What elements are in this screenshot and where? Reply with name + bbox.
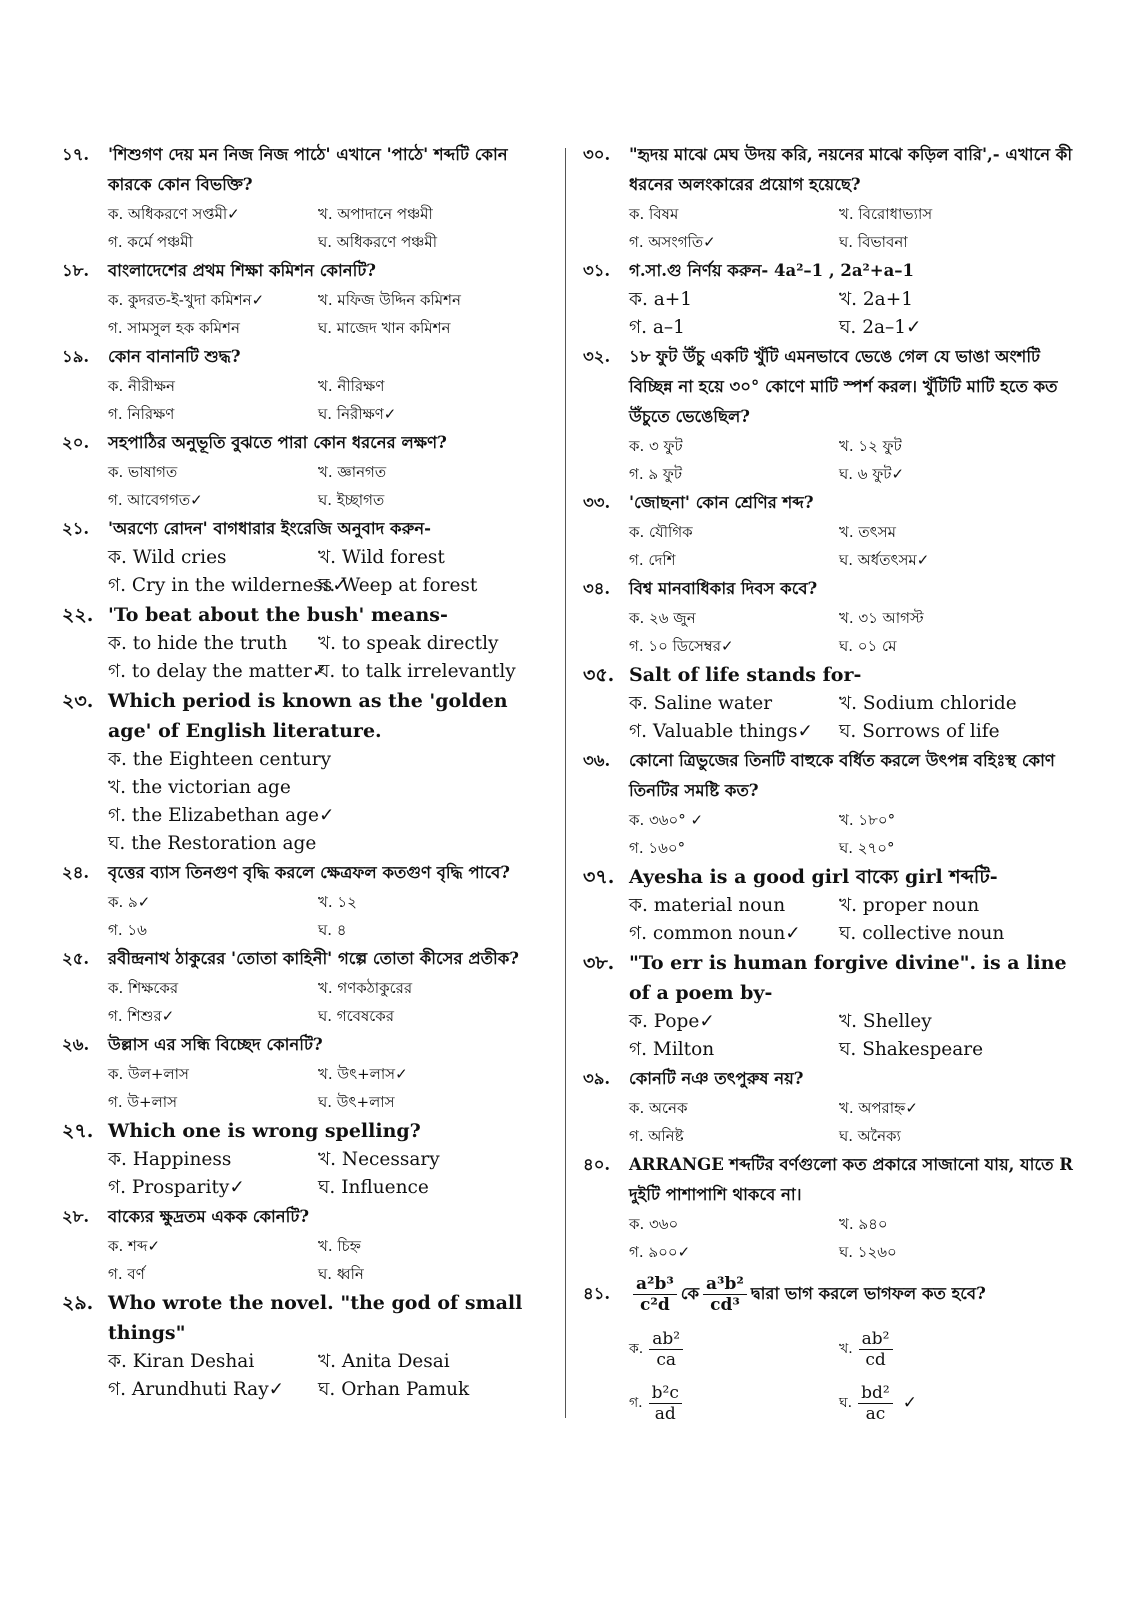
question-number: ২৯. bbox=[62, 1292, 94, 1314]
option: ঘ. ০১ মে bbox=[839, 637, 897, 655]
option: ক. the Eighteen century bbox=[108, 749, 332, 770]
question-number: ২৩. bbox=[62, 690, 94, 712]
option: ক. শব্দ✓ bbox=[108, 1237, 161, 1255]
fraction-denominator: cd³ bbox=[710, 1294, 740, 1315]
question-block bbox=[62, 1116, 552, 1202]
option: গ. a–1 bbox=[629, 317, 685, 338]
options bbox=[629, 1008, 1073, 1064]
question bbox=[583, 1150, 1073, 1210]
options bbox=[629, 604, 1073, 660]
fraction-numerator: ab² bbox=[859, 1329, 893, 1350]
option: ক. অধিকরণে সপ্তমী✓ bbox=[108, 205, 240, 223]
question-block bbox=[583, 342, 1073, 488]
fraction-denominator: ca bbox=[656, 1349, 676, 1370]
option: খ. ৩১ আগস্ট bbox=[839, 609, 924, 627]
option: ক. নীরীক্ষন bbox=[108, 377, 175, 395]
option: গ. শিশুর✓ bbox=[108, 1007, 175, 1025]
question-block bbox=[583, 1064, 1073, 1150]
question-block bbox=[62, 140, 552, 256]
option: খ. মফিজ উদ্দিন কমিশন bbox=[318, 291, 461, 309]
option: ঘ. the Restoration age bbox=[108, 833, 317, 854]
question-block bbox=[62, 1288, 552, 1404]
question bbox=[62, 1116, 552, 1146]
question-block bbox=[62, 858, 552, 944]
question bbox=[583, 862, 1073, 892]
option: ক. ৯✓ bbox=[108, 893, 151, 911]
options bbox=[108, 286, 552, 342]
question-text: Who wrote the novel. "the god of small things" bbox=[108, 1292, 523, 1344]
option: খ. Sodium chloride bbox=[839, 693, 1017, 714]
question-number: ২৫. bbox=[62, 949, 90, 968]
option: খ. Wild forest bbox=[318, 547, 445, 568]
option: ঘ. Influence bbox=[318, 1177, 429, 1198]
question bbox=[62, 1030, 552, 1060]
options bbox=[108, 1232, 552, 1288]
question-text: বাক্যের ক্ষুদ্রতম একক কোনটি? bbox=[108, 1207, 309, 1226]
fraction-numerator: ab² bbox=[649, 1329, 683, 1350]
option: ঘ. ৪ bbox=[318, 921, 347, 939]
options bbox=[108, 458, 552, 514]
options bbox=[108, 1348, 552, 1404]
option: খ. নীরিক্ষণ bbox=[318, 377, 385, 395]
option: ক. Saline water bbox=[629, 693, 773, 714]
option: গ. ৯০০✓ bbox=[629, 1243, 691, 1261]
option-label: খ. bbox=[839, 1341, 853, 1357]
question bbox=[583, 948, 1073, 1008]
option: গ. আবেগগত✓ bbox=[108, 491, 203, 509]
option: ঘ. অনৈক্য bbox=[839, 1127, 901, 1145]
option: ক. বিষম bbox=[629, 205, 679, 223]
options bbox=[629, 518, 1073, 574]
option: খ. বিরোধাভ্যাস bbox=[839, 205, 933, 223]
option: খ. Anita Desai bbox=[318, 1351, 450, 1372]
option: খ. 2a+1 bbox=[839, 289, 913, 310]
question-text: "হৃদয় মাঝে মেঘ উদয় করি, নয়নের মাঝে কড়িল বারি',- এখানে কী ধরনের অলংকারের প্রয়োগ হয়েছে? bbox=[629, 145, 1073, 194]
option: গ. নিরিক্ষণ bbox=[108, 405, 175, 423]
question-block bbox=[583, 660, 1073, 746]
option: খ. ৯৪০ bbox=[839, 1215, 888, 1233]
option: গ. ১৬০° bbox=[629, 839, 686, 857]
options bbox=[108, 544, 552, 600]
option: ঘ. মাজেদ খান কমিশন bbox=[318, 319, 451, 337]
question bbox=[583, 256, 1073, 286]
fraction-numerator: bd² bbox=[858, 1383, 893, 1404]
question-block bbox=[62, 1202, 552, 1288]
fraction-dividend bbox=[633, 1274, 677, 1315]
option: গ. কর্মে পঞ্চমী bbox=[108, 233, 193, 251]
option: ক. material noun bbox=[629, 895, 786, 916]
option: ক. শিক্ষকের bbox=[108, 979, 179, 997]
question-number: ৩৫. bbox=[583, 664, 615, 686]
question-number: ১৭. bbox=[62, 145, 90, 164]
option bbox=[839, 1322, 1073, 1376]
option: ক. Happiness bbox=[108, 1149, 232, 1170]
question-text: 'To beat about the bush' means- bbox=[108, 604, 448, 626]
question-number: ২৬. bbox=[62, 1035, 90, 1054]
question-number: ১৮. bbox=[62, 261, 90, 280]
question-text: Which one is wrong spelling? bbox=[108, 1120, 421, 1142]
question bbox=[583, 1064, 1073, 1094]
question-number: ২২. bbox=[62, 604, 94, 626]
option-label: ক. bbox=[629, 1341, 644, 1357]
option: গ. ৯ ফুট bbox=[629, 465, 683, 483]
question-text: কোনটি নঞ তৎপুরুষ নয়? bbox=[629, 1069, 804, 1088]
right-column bbox=[583, 140, 1073, 1430]
question-number: ৪১. bbox=[583, 1283, 611, 1303]
question-number: ২০. bbox=[62, 433, 90, 452]
options bbox=[108, 1146, 552, 1202]
option: ক. to hide the truth bbox=[108, 633, 288, 654]
options bbox=[108, 974, 552, 1030]
option: ক. ৩ ফুট bbox=[629, 437, 683, 455]
question-block bbox=[583, 488, 1073, 574]
question bbox=[62, 1202, 552, 1232]
option: ক. যৌগিক bbox=[629, 523, 693, 541]
question-text: Ayesha is a good girl বাক্যে girl শব্দটি- bbox=[629, 866, 998, 888]
option: ঘ. Sorrows of life bbox=[839, 721, 1000, 742]
option: গ. Cry in the wilderness✓ bbox=[108, 575, 348, 596]
option: ক. ৩৬০ bbox=[629, 1215, 679, 1233]
option: গ. Milton bbox=[629, 1039, 715, 1060]
question bbox=[62, 140, 552, 200]
question bbox=[62, 944, 552, 974]
question-number: ২৪. bbox=[62, 863, 90, 882]
option: গ. সামসুল হক কমিশন bbox=[108, 319, 240, 337]
option: খ. চিহ্ন bbox=[318, 1237, 361, 1255]
question-number: ২৮. bbox=[62, 1207, 90, 1226]
question-number: ৩৪. bbox=[583, 579, 611, 598]
option: খ. তৎসম bbox=[839, 523, 896, 541]
question-number: ৩৯. bbox=[583, 1069, 611, 1088]
option: ঘ. Orhan Pamuk bbox=[318, 1379, 470, 1400]
fraction-numerator: a²b³ bbox=[633, 1274, 677, 1295]
question-block bbox=[62, 600, 552, 686]
question-block bbox=[62, 1030, 552, 1116]
question bbox=[62, 514, 552, 544]
question-block bbox=[583, 746, 1073, 862]
question-block bbox=[583, 1150, 1073, 1266]
question-number: ৩০. bbox=[583, 145, 611, 164]
question-text: বৃত্তের ব্যাস তিনগুণ বৃদ্ধি করলে ক্ষেত্রফল কতগুণ বৃদ্ধি পাবে? bbox=[108, 863, 510, 882]
question bbox=[583, 342, 1073, 432]
question-number: ২৭. bbox=[62, 1120, 94, 1142]
column-divider bbox=[565, 148, 566, 1418]
question bbox=[583, 488, 1073, 518]
option: ঘ. ধ্বনি bbox=[318, 1265, 364, 1283]
question bbox=[62, 256, 552, 286]
question bbox=[62, 428, 552, 458]
question-text: বিশ্ব মানবাধিকার দিবস কবে? bbox=[629, 579, 818, 598]
option: খ. Necessary bbox=[318, 1149, 440, 1170]
option: গ. উ+লাস bbox=[108, 1093, 178, 1111]
question-text: উল্লাস এর সন্ধি বিচ্ছেদ কোনটি? bbox=[108, 1035, 323, 1054]
option: গ. Valuable things✓ bbox=[629, 721, 814, 742]
question-text: কোন বানানটি শুদ্ধ? bbox=[108, 347, 241, 366]
options bbox=[108, 746, 552, 858]
question-text: রবীন্দ্রনাথ ঠাকুরের 'তোতা কাহিনী' গল্পে তোতা কীসের প্রতীক? bbox=[108, 949, 519, 968]
fraction-divisor bbox=[703, 1274, 747, 1315]
option: গ. Arundhuti Ray✓ bbox=[108, 1379, 285, 1400]
fraction-numerator: b²c bbox=[649, 1383, 682, 1404]
question-text: কোনো ত্রিভুজের তিনটি বাহুকে বর্ধিত করলে উৎপন্ন বহিঃস্থ কোণ তিনটির সমষ্টি কত? bbox=[629, 751, 1055, 800]
option: গ. the Elizabethan age✓ bbox=[108, 805, 335, 826]
option bbox=[629, 1322, 839, 1376]
question-text: গ.সা.গু নির্ণয় করুন- 4a²–1 , 2a²+a–1 bbox=[629, 261, 915, 280]
question-number: ৩৭. bbox=[583, 866, 615, 888]
option: খ. জ্ঞানগত bbox=[318, 463, 387, 481]
question bbox=[62, 858, 552, 888]
question bbox=[583, 660, 1073, 690]
option: খ. গণকঠাকুরের bbox=[318, 979, 413, 997]
question-41 bbox=[583, 1266, 1073, 1322]
option: ঘ. বিভাবনা bbox=[839, 233, 908, 251]
options bbox=[108, 888, 552, 944]
option: ঘ. ১২৬০ bbox=[839, 1243, 897, 1261]
fraction-denominator: ac bbox=[865, 1403, 886, 1424]
options bbox=[108, 200, 552, 256]
option: গ. common noun✓ bbox=[629, 923, 801, 944]
options bbox=[629, 806, 1073, 862]
option: ঘ. অধিকরণে পঞ্চমী bbox=[318, 233, 438, 251]
question-number: ৩২. bbox=[583, 347, 611, 366]
options bbox=[629, 892, 1073, 948]
option: ঘ. 2a–1✓ bbox=[839, 317, 922, 338]
question-text: ১৮ ফুট উঁচু একটি খুঁটি এমনভাবে ভেঙে গেল যে ভাঙা অংশটি বিচ্ছিন্ন না হয়ে ৩০° কোণে মাটি স্পর্শ করল। খুঁটিটি মাটি হতে কত উঁচুতে ভেঙেছিল? bbox=[629, 347, 1058, 426]
question-41-options bbox=[629, 1322, 1073, 1430]
options bbox=[108, 630, 552, 686]
option-label: ঘ. bbox=[839, 1395, 853, 1411]
option: খ. ১২ ফুট bbox=[839, 437, 902, 455]
option: খ. to speak directly bbox=[318, 633, 499, 654]
question-text: সহপাঠির অনুভূতি বুঝতে পারা কোন ধরনের লক্ষণ? bbox=[108, 433, 447, 452]
options bbox=[629, 690, 1073, 746]
question-block bbox=[583, 140, 1073, 256]
option bbox=[629, 1376, 839, 1430]
option: ক. ৩৬০° ✓ bbox=[629, 811, 704, 829]
option: ঘ. ইচ্ছাগত bbox=[318, 491, 385, 509]
question bbox=[62, 600, 552, 630]
option: ক. অনেক bbox=[629, 1099, 688, 1117]
option: খ. উৎ+লাস✓ bbox=[318, 1065, 408, 1083]
option: ঘ. Weep at forest bbox=[318, 575, 478, 596]
option: গ. Prosparity✓ bbox=[108, 1177, 245, 1198]
left-column bbox=[62, 140, 552, 1404]
option: ক. উল+লাস bbox=[108, 1065, 189, 1083]
question-text: 'জোছনা' কোন শ্রেণির শব্দ? bbox=[629, 493, 814, 512]
option: ক. Kiran Deshai bbox=[108, 1351, 255, 1372]
question-block bbox=[583, 256, 1073, 342]
option: খ. the victorian age bbox=[108, 777, 291, 798]
question bbox=[62, 686, 552, 746]
question-number: ৩১. bbox=[583, 261, 611, 280]
option: ঘ. অর্ধতৎসম✓ bbox=[839, 551, 930, 569]
fraction-denominator: cd bbox=[865, 1349, 886, 1370]
question-number: ৩৮. bbox=[583, 952, 615, 974]
option: গ. অসংগতি✓ bbox=[629, 233, 716, 251]
question bbox=[62, 1288, 552, 1348]
question-text: 'শিশুগণ দেয় মন নিজ নিজ পাঠে' এখানে 'পাঠে' শব্দটি কোন কারকে কোন বিভক্তি? bbox=[108, 145, 508, 194]
option: ঘ. উৎ+লাস bbox=[318, 1093, 395, 1111]
option: ক. ২৬ জুন bbox=[629, 609, 696, 627]
question-block bbox=[583, 948, 1073, 1064]
option: গ. ১৬ bbox=[108, 921, 147, 939]
question-block bbox=[62, 428, 552, 514]
options bbox=[629, 1210, 1073, 1266]
option: ঘ. ২৭০° bbox=[839, 839, 895, 857]
option: গ. ১০ ডিসেম্বর✓ bbox=[629, 637, 734, 655]
option: খ. ১৮০° bbox=[839, 811, 896, 829]
options bbox=[629, 200, 1073, 256]
question-text: কে bbox=[680, 1283, 700, 1303]
options bbox=[108, 1060, 552, 1116]
question-block bbox=[62, 256, 552, 342]
option: খ. Shelley bbox=[839, 1011, 932, 1032]
question-number: ৩৬. bbox=[583, 751, 611, 770]
question-text: Which period is known as the 'golden age' of English literature. bbox=[108, 690, 508, 742]
option: গ. বর্ণ bbox=[108, 1265, 145, 1283]
option: ক. কুদরত-ই-খুদা কমিশন✓ bbox=[108, 291, 265, 309]
option-label: গ. bbox=[629, 1395, 643, 1411]
question-text: দ্বারা ভাগ করলে ভাগফল কত হবে? bbox=[750, 1283, 986, 1303]
question-text: 'অরণ্যে রোদন' বাগধারার ইংরেজি অনুবাদ করুন- bbox=[108, 519, 431, 538]
options bbox=[629, 1094, 1073, 1150]
question bbox=[62, 342, 552, 372]
option: ঘ. ৬ ফুট✓ bbox=[839, 465, 905, 483]
question-number: ৩৩. bbox=[583, 493, 611, 512]
question-number: ১৯. bbox=[62, 347, 90, 366]
right-question-list bbox=[583, 140, 1073, 1266]
option: খ. অপরাহ্ন✓ bbox=[839, 1099, 918, 1117]
option: ক. ভাষাগত bbox=[108, 463, 178, 481]
question-block bbox=[62, 686, 552, 858]
question-number: ২১. bbox=[62, 519, 90, 538]
option: ঘ. নিরীক্ষণ✓ bbox=[318, 405, 397, 423]
question-text: Salt of life stands for- bbox=[629, 664, 862, 686]
option: খ. proper noun bbox=[839, 895, 980, 916]
option: ক. Pope✓ bbox=[629, 1011, 715, 1032]
question bbox=[583, 140, 1073, 200]
question-block bbox=[62, 944, 552, 1030]
options bbox=[629, 432, 1073, 488]
fraction-denominator: c²d bbox=[640, 1294, 670, 1315]
fraction-numerator: a³b² bbox=[703, 1274, 747, 1295]
option: গ. দেশি bbox=[629, 551, 676, 569]
option: খ. ১২ bbox=[318, 893, 357, 911]
option: গ. অনিষ্ট bbox=[629, 1127, 684, 1145]
option: ঘ. Shakespeare bbox=[839, 1039, 984, 1060]
question-text: "To err is human forgive divine". is a line of a poem by- bbox=[629, 952, 1067, 1004]
question-block bbox=[583, 862, 1073, 948]
option: খ. অপাদানে পঞ্চমী bbox=[318, 205, 433, 223]
fraction-denominator: ad bbox=[654, 1403, 676, 1424]
question bbox=[583, 746, 1073, 806]
options bbox=[108, 372, 552, 428]
option: ঘ. to talk irrelevantly bbox=[318, 661, 516, 682]
question-number: ৪০. bbox=[583, 1155, 611, 1174]
options bbox=[629, 286, 1073, 342]
question-block bbox=[62, 514, 552, 600]
question-block bbox=[62, 342, 552, 428]
option: গ. to delay the matter✓ bbox=[108, 661, 328, 682]
option: ক. Wild cries bbox=[108, 547, 227, 568]
option: ক. a+1 bbox=[629, 289, 693, 310]
question-text: বাংলাদেশের প্রথম শিক্ষা কমিশন কোনটি? bbox=[108, 261, 376, 280]
option: ঘ. গবেষকের bbox=[318, 1007, 395, 1025]
option: ঘ. collective noun bbox=[839, 923, 1005, 944]
option bbox=[839, 1376, 1073, 1430]
question-text: ARRANGE শব্দটির বর্ণগুলো কত প্রকারে সাজানো যায়, যাতে R দুইটি পাশাপাশি থাকবে না। bbox=[629, 1155, 1073, 1204]
question-block bbox=[583, 574, 1073, 660]
check-mark-icon: ✓ bbox=[902, 1393, 917, 1413]
question bbox=[583, 574, 1073, 604]
